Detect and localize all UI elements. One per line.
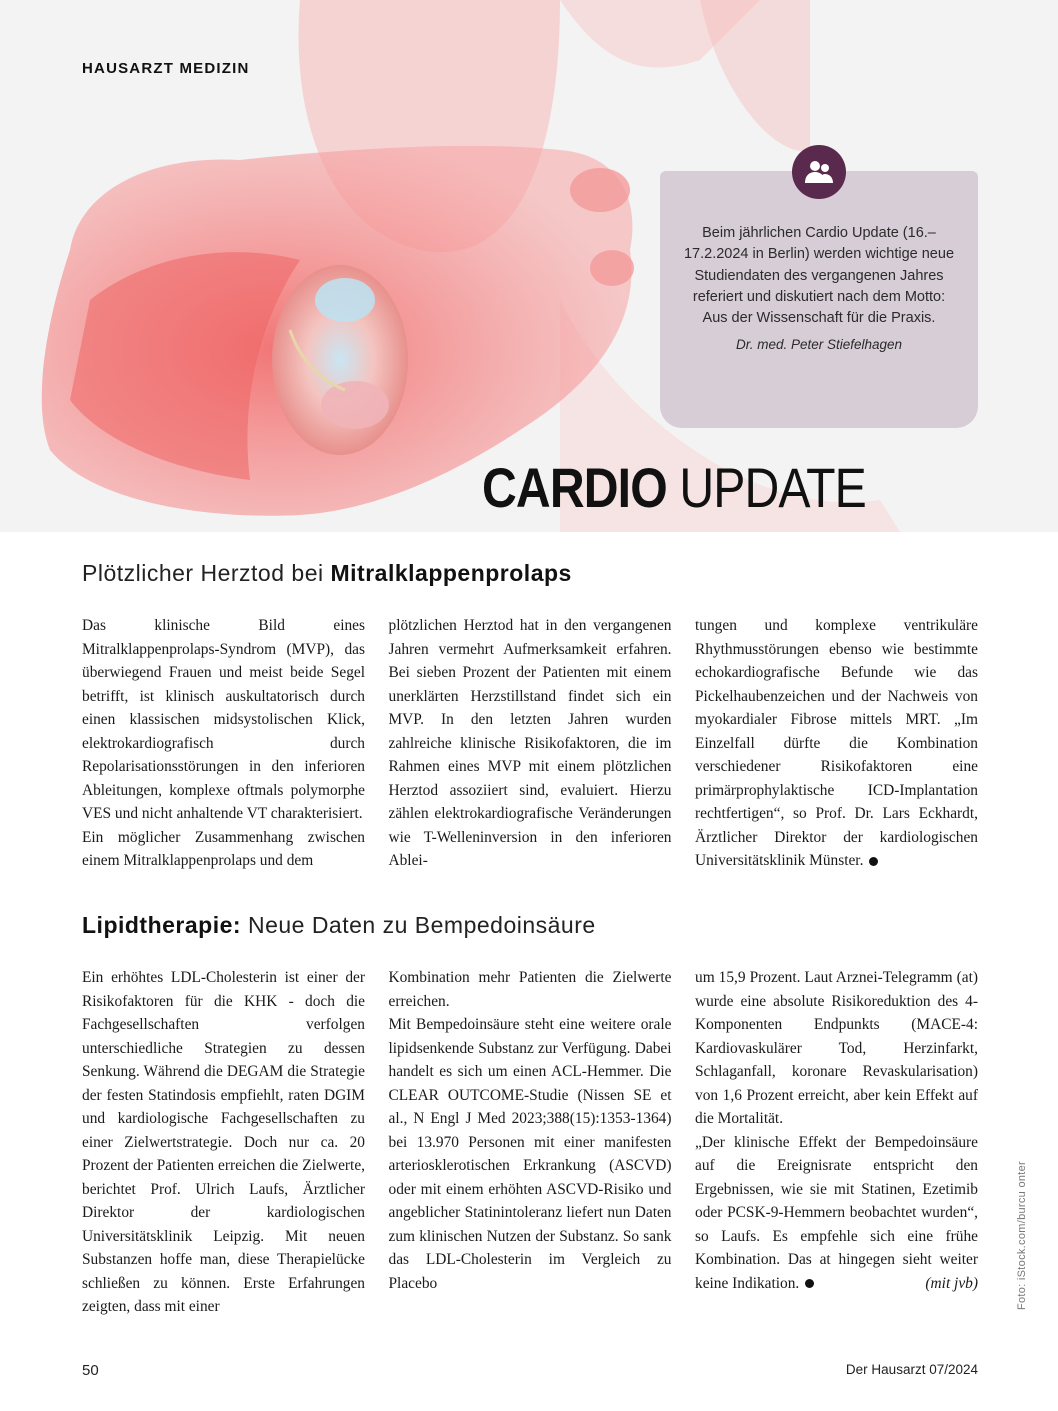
article1-col3-para: tungen und komplexe ventrikuläre Rhythmusstörungen ebenso wie bestimmte echokardiografische Befunde wie das Pickelhaubenzeichen und der Nachweis von myokardialer Fibrose mittels MRT. „Im Einzelfall dürfte die Kombination verschiedener Risikofaktoren eine primärprophylaktische ICD-Implantation rechtfertigen“, so Prof. Dr. Lars Eckhardt, Ärztlicher Direktor der kardiologischen Universitätsklinik Münster. bbox=[695, 617, 978, 869]
article1-col3 bbox=[695, 614, 978, 873]
article2-col2-para1: Kombination mehr Patienten die Zielwerte erreichen. bbox=[388, 969, 672, 1010]
info-box bbox=[660, 171, 978, 428]
page-number: 50 bbox=[82, 1362, 99, 1379]
article2-col1-para: Ein erhöhtes LDL-Cholesterin ist einer der Risikofaktoren für die KHK - doch die Fachgesellschaften verfolgen unterschiedliche Strategien zu dessen Senkung. Während die DEGAM die Strategie der festen Statindosis empfiehlt, raten DGIM und kardiologische Fachgesellschaften zu einer Zielwertstrategie. Doch nur ca. 20 Prozent der Patienten erreichen die Zielwerte, berichtet Prof. Ulrich Laufs, Ärztlicher Direktor der kardiologischen Universitätsklinik Leipzig. Mit neuen Substanzen hoffe man, diese Therapielücke schließen zu können. Erste Erfahrungen zeigten, dass mit einer bbox=[82, 969, 365, 1315]
article1-col1 bbox=[82, 614, 365, 873]
article1-col2-para: plötzlichen Herztod hat in den vergangenen Jahren vermehrt Aufmerksamkeit erfahren. Bei sieben Prozent der Patienten mit einem unerklärten Herzstillstand findet sich ein MVP. In den letzten Jahren wurden zahlreiche klinische Risikofaktoren, die im Rahmen eines MVP mit einem plötzlichen Herztod assoziiert sind, evaluiert. Hierzu zählen elektrokardiografische Veränderungen wie T-Welleninversion in den inferioren Ablei- bbox=[388, 617, 672, 869]
main-title-bold: CARDIO bbox=[482, 456, 667, 519]
main-title-light: UPDATE bbox=[679, 456, 866, 519]
article2-col3-para1: um 15,9 Prozent. Laut Arznei-Telegramm (at) wurde eine absolute Risikoreduktion des 4-Komponenten Endpunkts (MACE-4: Kardiovaskulärer Tod, Herzinfarkt, Schlaganfall, koronare Revaskularisation) von 1,6 Prozent erreicht, aber kein Effekt auf die Mortalität. bbox=[695, 969, 978, 1127]
article2-title-bold: Lipidtherapie: bbox=[82, 912, 242, 938]
hero-image-area bbox=[0, 0, 1058, 532]
article2-col2-para2: Mit Bempedoinsäure steht eine weitere orale lipidsenkende Substanz zur Verfügung. Dabei handelt es sich um einen ACL-Hemmer. Die CLEAR OUTCOME-Studie (Nissen SE et al., N Engl J Med 2023;388(15):1353-1364) bei 13.970 Personen mit einer manifesten arteriosklerotischen Erkrankung (ASCVD) oder mit einem erhöhten ASCVD-Risiko und angeblicher Statinintoleranz liefert nun Daten zum klinischen Nutzen der Substanz. So sank das LDL-Cholesterin im Vergleich zu Placebo bbox=[388, 1016, 672, 1292]
people-icon bbox=[792, 145, 846, 199]
article2-signature: (mit jvb) bbox=[925, 1274, 978, 1292]
article1-title-light: Plötzlicher Herztod bei bbox=[82, 560, 331, 586]
info-box-author: Dr. med. Peter Stiefelhagen bbox=[735, 337, 903, 353]
article1-title bbox=[82, 560, 572, 587]
article2-col3-para2: „Der klinische Effekt der Bempedoinsäure auf die Ereignisrate entspricht den Ergebnissen, wie sie mit Statinen, Ezetimib oder PCSK-9-Hemmern beobachtet wurden“, so Laufs. Es empfehle sich eine frühe Kombination. Das at hingegen sieht weiter keine Indikation. bbox=[695, 1133, 978, 1292]
article2-title-light: Neue Daten zu Bempedoinsäure bbox=[241, 912, 596, 938]
article1-title-bold: Mitralklappenprolaps bbox=[330, 560, 572, 586]
photo-credit: Foto: iStock.com/burcu onter bbox=[1016, 1160, 1028, 1310]
article1-col2 bbox=[389, 614, 672, 873]
main-title bbox=[482, 456, 866, 520]
article2-col2 bbox=[389, 966, 672, 1319]
section-label: HAUSARZT MEDIZIN bbox=[82, 60, 250, 77]
article1-col1-para: Das klinische Bild eines Mitralklappenprolaps-Syndrom (MVP), das überwiegend Frauen und meist beide Segel betrifft, ist klinisch auskultatorisch durch einen klassischen midsystolischen Klick, elektrokardiografisch durch Repolarisationsstörungen in den inferioren Ableitungen, komplexe oftmals polymorphe VES und nicht anhaltende VT charakterisiert. bbox=[82, 617, 365, 822]
magazine-issue: Der Hausarzt 07/2024 bbox=[845, 1362, 978, 1377]
article1-body bbox=[82, 614, 978, 873]
article2-title bbox=[82, 912, 596, 939]
end-mark-icon bbox=[869, 857, 878, 866]
article2-col1 bbox=[82, 966, 365, 1319]
article1-col1-para2: Ein möglicher Zusammenhang zwischen einem Mitralklappenprolaps und dem bbox=[82, 828, 365, 869]
end-mark-icon bbox=[805, 1279, 814, 1288]
info-box-text: Beim jährlichen Cardio Update (16.–17.2.2024 in Berlin) werden wichtige neue Studiendaten des vergangenen Jahres referiert und diskutiert nach dem Motto: Aus der Wissenschaft für die Praxis. bbox=[683, 225, 955, 327]
article2-body bbox=[82, 966, 978, 1319]
article2-col3 bbox=[695, 966, 978, 1319]
